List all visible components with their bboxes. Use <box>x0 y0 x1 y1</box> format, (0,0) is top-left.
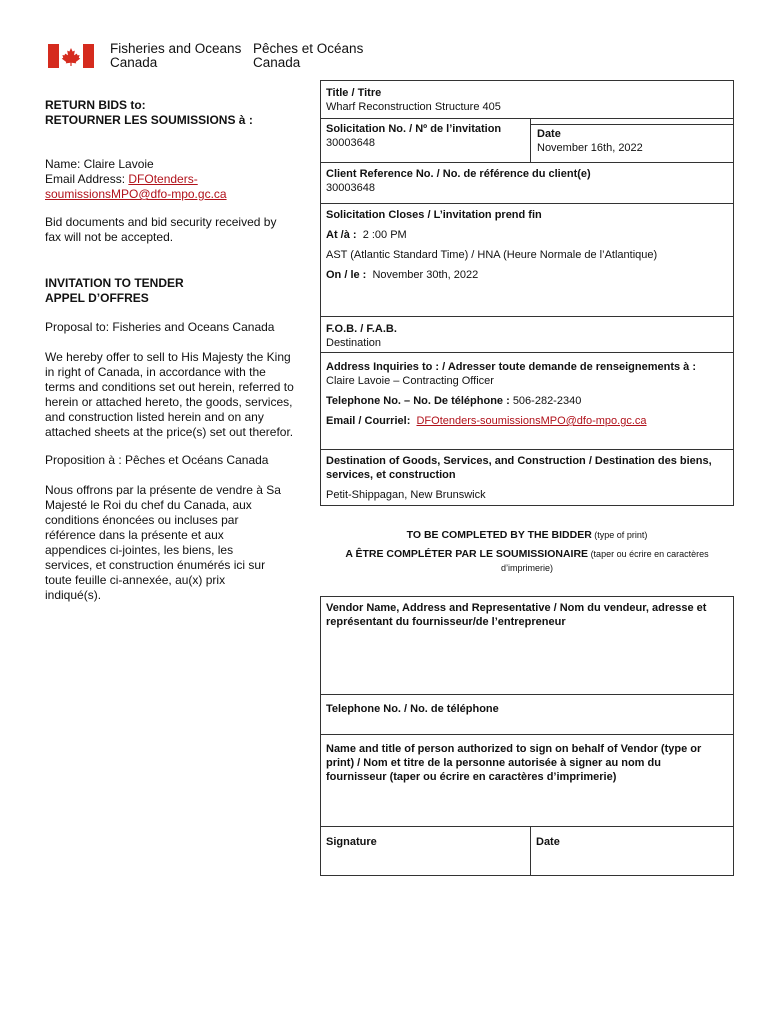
fob-cell <box>326 322 397 350</box>
offer-fr-line: référence dans la présente et aux <box>45 528 224 542</box>
divider <box>320 118 734 119</box>
fob-value: Destination <box>326 337 382 349</box>
phone-cell[interactable] <box>326 702 499 716</box>
closes-label: Solicitation Closes / L’invitation prend fin <box>326 209 542 221</box>
offer-fr-line: Majesté le Roi du chef du Canada, aux <box>45 498 252 512</box>
offer-en-line: and construction listed herein and on any <box>45 410 264 424</box>
destination-value: Petit-Shippagan, New Brunswick <box>326 489 486 501</box>
signature-cell[interactable] <box>326 835 377 849</box>
email-label: Email Address: <box>45 172 129 186</box>
completed-fr: A ÊTRE COMPLÉTER PAR LE SOUMISSIONAIRE <box>345 548 589 560</box>
inquiries-value: Claire Lavoie – Contracting Officer <box>326 375 494 387</box>
authorized-line3: fournisseur (taper ou écrire en caractères d’imprimerie) <box>326 771 617 783</box>
fax-note <box>45 215 276 245</box>
on-label: On / le : <box>326 269 367 281</box>
solicitation-label: Solicitation No. / Nº de l’invitation <box>326 123 502 135</box>
solicitation-cell <box>326 122 501 150</box>
dept-fr-line2: Canada <box>253 55 301 70</box>
title-label: Title / Titre <box>326 87 382 99</box>
offer-fr-line: services, et construction énumérés ici sur <box>45 558 266 572</box>
email-line <box>326 414 696 428</box>
vendor-label-1: Vendor Name, Address and Representative / Nom du vendeur, adresse et <box>326 602 707 614</box>
solicitation-form <box>320 80 734 506</box>
email-link[interactable]: DFOtenders-soumissionsMPO@dfo-mpo.gc.ca <box>416 415 647 427</box>
divider <box>320 203 734 204</box>
telephone-line <box>326 394 696 408</box>
at-label: At /à : <box>326 229 357 241</box>
invitation-fr: APPEL D’OFFRES <box>45 291 149 305</box>
dept-en-line1: Fisheries and Oceans <box>110 41 242 56</box>
telephone-label: Telephone No. – No. De téléphone : <box>326 395 513 407</box>
offer-fr-line: Nous offrons par la présente de vendre à Sa <box>45 483 281 497</box>
client-ref-value: 30003648 <box>326 182 375 194</box>
destination-label-1: Destination of Goods, Services, and Construction / Destination des biens, <box>326 455 712 467</box>
divider <box>320 826 734 827</box>
invitation-en: INVITATION TO TENDER <box>45 276 184 290</box>
divider <box>320 352 734 353</box>
title-cell <box>326 86 501 114</box>
signature-date-cell[interactable] <box>536 835 560 849</box>
bidder-form <box>320 596 734 876</box>
signature-date-label: Date <box>536 836 560 848</box>
proposal-fr: Proposition à : Pêches et Océans Canada <box>45 453 269 467</box>
email-link-part2[interactable]: soumissionsMPO@dfo-mpo.gc.ca <box>45 187 227 201</box>
vendor-cell[interactable] <box>326 601 706 629</box>
offer-fr-line: appendices ci-jointes, les biens, les <box>45 543 234 557</box>
proposal-en: Proposal to: Fisheries and Oceans Canada <box>45 320 275 334</box>
dept-fr-line1: Pêches et Océans <box>253 41 364 56</box>
return-bids-en: RETURN BIDS to: <box>45 98 146 112</box>
email-link-part1[interactable]: DFOtenders- <box>128 172 198 186</box>
invitation-heading <box>45 276 184 306</box>
timezone: AST (Atlantic Standard Time) / HNA (Heure Normale de l’Atlantique) <box>326 249 658 261</box>
authorized-line2: print) / Nom et titre de la personne autorisée à signer au nom du <box>326 757 661 769</box>
dept-en-line2: Canada <box>110 55 158 70</box>
offer-en-line: in right of Canada, in accordance with the <box>45 365 266 379</box>
divider <box>320 449 734 450</box>
offer-fr-line: toute feuille ci-annexée, au(x) prix <box>45 573 226 587</box>
vendor-label-2: représentant du fournisseur/de l’entrepreneur <box>326 616 566 628</box>
offer-en <box>45 350 294 440</box>
fax-note-line1: Bid documents and bid security received by <box>45 215 277 229</box>
closes-date-line <box>326 268 657 282</box>
return-bids-fr: RETOURNER LES SOUMISSIONS à : <box>45 113 253 127</box>
signature-label: Signature <box>326 836 377 848</box>
fob-label: F.O.B. / F.A.B. <box>326 323 397 335</box>
offer-en-line: attached sheets at the price(s) set out therefor. <box>45 425 294 439</box>
completed-en-note: (type of print) <box>591 530 648 540</box>
offer-fr-line: conditions énoncées ou incluses par <box>45 513 239 527</box>
email-label: Email / Courriel: <box>326 415 411 427</box>
canada-flag-icon <box>48 44 94 68</box>
department-name-fr <box>253 42 363 70</box>
closes-cell <box>326 208 657 282</box>
offer-en-line: herein or attached hereto, the goods, services, <box>45 395 293 409</box>
date-value: November 16th, 2022 <box>537 142 643 154</box>
offer-fr-line: indiqué(s). <box>45 588 102 602</box>
at-value: 2 :00 PM <box>362 229 407 241</box>
completed-en: TO BE COMPLETED BY THE BIDDER <box>406 529 592 541</box>
authorized-line1: Name and title of person authorized to sign on behalf of Vendor (type or <box>326 743 702 755</box>
department-name-en <box>110 42 241 70</box>
contact-name: Name: Claire Lavoie <box>45 157 154 171</box>
destination-cell <box>326 454 712 502</box>
destination-label-2: services, et construction <box>326 469 456 481</box>
client-ref-cell <box>326 167 591 195</box>
phone-label: Telephone No. / No. de téléphone <box>326 703 499 715</box>
offer-fr <box>45 483 281 603</box>
completed-fr-note2: d’imprimerie) <box>500 563 553 573</box>
date-cell <box>537 127 643 155</box>
return-bids-heading <box>45 98 253 128</box>
contact-email-line <box>45 172 227 187</box>
bidder-form-frame <box>320 596 734 876</box>
offer-en-line: We hereby offer to sell to His Majesty the King <box>45 350 291 364</box>
fax-note-line2: fax will not be accepted. <box>45 230 174 244</box>
telephone-value: 506-282-2340 <box>512 395 582 407</box>
divider <box>320 316 734 317</box>
authorized-cell[interactable] <box>326 742 701 784</box>
divider <box>530 124 734 125</box>
offer-en-line: terms and conditions set out herein, referred to <box>45 380 294 394</box>
bidder-instruction-fr <box>320 547 734 575</box>
closes-time-line <box>326 228 657 242</box>
divider <box>320 162 734 163</box>
inquiries-label: Address Inquiries to : / Adresser toute demande de renseignements à : <box>326 361 697 373</box>
solicitation-value: 30003648 <box>326 137 375 149</box>
completed-fr-note: (taper ou écrire en caractères <box>588 549 709 559</box>
on-value: November 30th, 2022 <box>372 269 479 281</box>
bidder-instruction-en <box>320 528 734 542</box>
date-label: Date <box>537 128 561 140</box>
client-ref-label: Client Reference No. / No. de référence du client(e) <box>326 168 591 180</box>
title-value: Wharf Reconstruction Structure 405 <box>326 101 501 113</box>
return-contact <box>45 157 227 202</box>
divider <box>320 694 734 695</box>
divider <box>530 826 531 876</box>
inquiries-cell <box>326 360 696 428</box>
divider <box>320 734 734 735</box>
